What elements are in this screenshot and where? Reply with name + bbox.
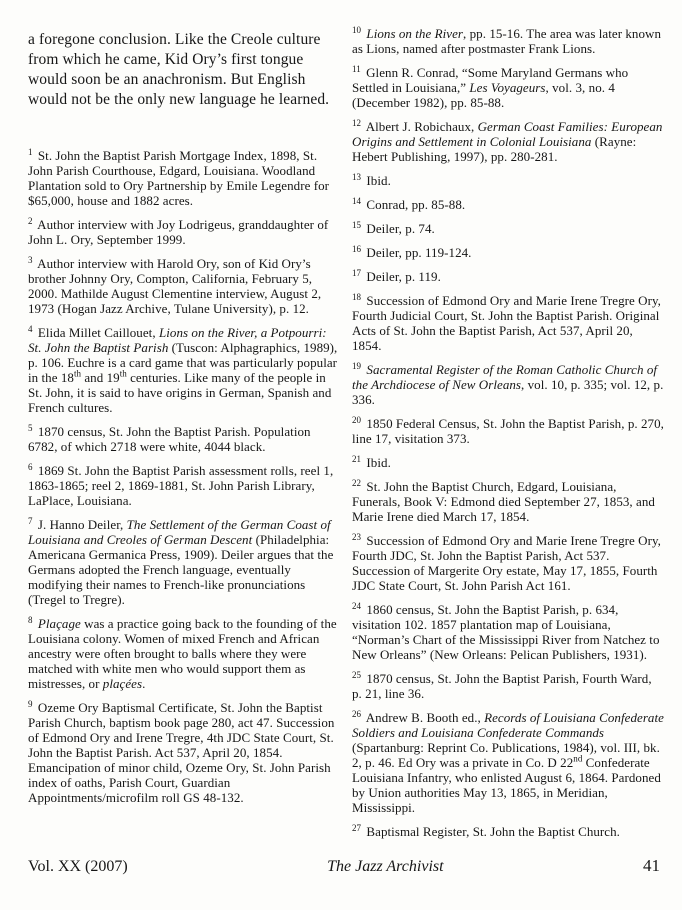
italic-text: Les Voyageurs — [469, 80, 546, 95]
footnote-text: St. John the Baptist Parish Mortgage Index, 1898, St. John Parish Courthouse, Edgard, Louisiana. Woodland Plantation sold to Ory Partnership by Emile Legendre for $65,000, house and 1882 acres. — [28, 148, 330, 208]
italic-text: German Coast Families: European Origins and Settlement in Colonial Louisiana — [352, 119, 663, 149]
footnote-number: 20 — [352, 414, 362, 425]
footnote-text: Andrew B. Booth ed., — [365, 710, 485, 725]
page-footer — [28, 856, 660, 876]
footnote-16 — [352, 245, 664, 260]
footnote-26 — [352, 710, 664, 815]
footnote-text: J. Hanno Deiler, — [37, 517, 127, 532]
footnote-number: 23 — [352, 531, 362, 542]
footer-journal-title: The Jazz Archivist — [327, 858, 444, 875]
footnote-3 — [28, 256, 342, 316]
footnote-text: , vol. 10, p. 335; vol. 12, p. 336. — [352, 377, 664, 407]
body-continuation-paragraph: a foregone conclusion. Like the Creole culture from which he came, Kid Ory’s first tongue would soon be an anachronism. But English would not be the only new language he learned. — [28, 31, 330, 108]
footnote-7 — [28, 517, 342, 607]
footnote-4 — [28, 325, 342, 415]
footnote-number: 14 — [352, 195, 362, 206]
footnote-number: 11 — [352, 63, 361, 74]
footnote-text: Ozeme Ory Baptismal Certificate, St. John the Baptist Parish Church, baptism book page 280, act 47. Succession of Edmond Ory and Irene Tregre, 4th JDC State Court, St. John the Baptist Parish. Act 537, April 20, 1854. Emancipation of minor child, Ozeme Ory, St. John Parish index of oaths, Parish Court, Guardian Appointments/microfilm roll GS 48-132. — [28, 700, 335, 805]
right-column — [352, 26, 664, 839]
footnote-13 — [352, 173, 664, 188]
footnote-number: 12 — [352, 117, 362, 128]
footnote-text: , pp. 15-16. The area was later known as Lions, named after postmaster Frank Lions. — [352, 26, 662, 56]
footnote-6 — [28, 463, 342, 508]
footnote-number: 2 — [28, 215, 33, 226]
footnotes-column-left — [28, 148, 342, 805]
footnote-text: (Rayne: Hebert Publishing, 1997), pp. 280-281. — [352, 134, 637, 164]
footnote-text: 1870 census, St. John the Baptist Parish. Population 6782, of which 2718 were white, 4044 black. — [28, 424, 311, 454]
footnote-text: 1860 census, St. John the Baptist Parish, p. 634, visitation 102. 1857 plantation map of Louisiana, “Norman’s Chart of the Mississippi River from Natchez to New Orleans” (New Orleans: Pelican Publishers, 1931). — [352, 602, 660, 662]
superscript-text: nd — [573, 753, 583, 764]
footer-volume: Vol. XX (2007) — [28, 858, 128, 875]
footnote-23 — [352, 533, 664, 593]
footnote-number: 27 — [352, 822, 362, 833]
footnote-18 — [352, 293, 664, 353]
italic-text: The Settlement of the German Coast of Louisiana and Creoles of German Descent — [28, 517, 331, 547]
footnote-text: St. John the Baptist Church, Edgard, Louisiana, Funerals, Book V: Edmond died September 27, 1853, and Marie Irene died March 17, 1854. — [352, 479, 655, 524]
footnote-text: Elida Millet Caillouet, — [37, 325, 159, 340]
footnote-text: Author interview with Harold Ory, son of Kid Ory’s brother Johnny Ory, Compton, California, February 5, 2000. Mathilde August Clementine interview, August 2, 1973 (Hogan Jazz Archive, Tulane University), p. 12. — [28, 256, 322, 316]
footnote-1 — [28, 148, 342, 208]
footnote-text: Ibid. — [366, 173, 391, 188]
footnote-text: Conrad, pp. 85-88. — [366, 197, 466, 212]
footnote-text: Glenn R. Conrad, “Some Maryland Germans who Settled in Louisiana,” — [352, 65, 629, 95]
italic-text: Lions on the River — [366, 26, 464, 41]
footnote-17 — [352, 269, 664, 284]
footnote-number: 24 — [352, 600, 362, 611]
footnote-number: 25 — [352, 669, 362, 680]
footnote-number: 8 — [28, 614, 33, 625]
footnote-text: Ibid. — [366, 455, 391, 470]
footnote-text: Deiler, p. 74. — [366, 221, 435, 236]
footnote-number: 10 — [352, 24, 362, 35]
footnote-text: 1850 Federal Census, St. John the Baptist Parish, p. 270, line 17, visitation 373. — [352, 416, 664, 446]
left-column — [28, 30, 342, 805]
footnote-5 — [28, 424, 342, 454]
footnote-24 — [352, 602, 664, 662]
footnote-number: 7 — [28, 515, 33, 526]
footnote-8 — [28, 616, 342, 691]
footnote-12 — [352, 119, 664, 164]
footnote-9 — [28, 700, 342, 805]
footnote-2 — [28, 217, 342, 247]
footnotes-column-right — [352, 26, 664, 839]
footnote-number: 13 — [352, 171, 362, 182]
footnote-27 — [352, 824, 664, 839]
footnote-text: Succession of Edmond Ory and Marie Irene Tregre Ory, Fourth JDC, St. John the Baptist Parish, Act 537. Succession of Margerite Ory estate, May 17, 1855, Fourth JDC State Court, St. John Parish Act 161. — [352, 533, 661, 593]
footnote-11 — [352, 65, 664, 110]
footnote-text: and 19 — [81, 370, 120, 385]
footnote-text: (Spartanburg: Reprint Co. Publications, 1984), vol. III, bk. 2, p. 46. Ed Ory was a private in Co. D 22 — [352, 740, 660, 770]
footnote-21 — [352, 455, 664, 470]
footnote-text: Confederate Louisiana Infantry, who enlisted August 6, 1864. Pardoned by Union authorities May 13, 1865, in Meridian, Mississippi. — [352, 755, 661, 815]
footnote-10 — [352, 26, 664, 56]
footnote-text: . — [142, 676, 146, 691]
footnote-text: (Philadelphia: Americana Germanica Press, 1909). Deiler argues that the Germans adopted the French language, eventually modifying their names to French-like pronunciations (Tregel to Tregre). — [28, 532, 334, 607]
footnote-25 — [352, 671, 664, 701]
italic-text: plaçées — [102, 676, 143, 691]
footnote-number: 15 — [352, 219, 362, 230]
footnote-22 — [352, 479, 664, 524]
footnote-text: Succession of Edmond Ory and Marie Irene Tregre Ory, Fourth Judicial Court, St. John the Baptist Parish. Original Acts of St. John the Baptist Parish, Act 537, April 20, 1854. — [352, 293, 661, 353]
footnote-text: 1870 census, St. John the Baptist Parish, Fourth Ward, p. 21, line 36. — [352, 671, 652, 701]
footnote-number: 17 — [352, 267, 362, 278]
footnote-number: 6 — [28, 461, 33, 472]
footnote-text: Author interview with Joy Lodrigeus, granddaughter of John L. Ory, September 1999. — [28, 217, 329, 247]
footer-page-number: 41 — [642, 856, 660, 875]
footnote-text: 1869 St. John the Baptist Parish assessment rolls, reel 1, 1863-1865; reel 2, 1869-1881, St. John Parish Library, LaPlace, Louisiana. — [28, 463, 334, 508]
footnote-text: , vol. 3, no. 4 (December 1982), pp. 85-88. — [352, 80, 615, 110]
footnote-number: 18 — [352, 291, 362, 302]
superscript-text: th — [119, 368, 127, 379]
footnote-number: 4 — [28, 323, 33, 334]
footnote-20 — [352, 416, 664, 446]
footnote-number: 1 — [28, 146, 33, 157]
footnote-number: 21 — [352, 453, 362, 464]
footnote-number: 5 — [28, 422, 33, 433]
footnote-text: Deiler, p. 119. — [366, 269, 441, 284]
footnote-text: was a practice going back to the founding of the Louisiana colony. Women of mixed French and African ancestry were often brought to balls where they were matched with white men who would support them as mistresses, or — [28, 616, 337, 691]
footnote-number: 26 — [352, 708, 362, 719]
superscript-text: th — [73, 368, 82, 379]
italic-text: Plaçage — [37, 616, 81, 631]
footnote-text: (Tuscon: Alphagraphics, 1989), p. 106. Euchre is a card game that was particularly popular in the 18 — [28, 340, 338, 385]
footnote-number: 16 — [352, 243, 362, 254]
footnote-text: centuries. Like many of the people in St. John, it is said to have origins in German, Spanish and French cultures. — [28, 370, 332, 415]
footnote-number: 22 — [352, 477, 362, 488]
footnote-text: Albert J. Robichaux, — [365, 119, 478, 134]
italic-text: Lions on the River, a Potpourri: St. John the Baptist Parish — [28, 325, 327, 355]
italic-text: Sacramental Register of the Roman Catholic Church of the Archdiocese of New Orleans — [352, 362, 658, 392]
footnote-number: 9 — [28, 698, 33, 709]
footnote-text: Baptismal Register, St. John the Baptist Church. — [366, 824, 620, 839]
footnote-19 — [352, 362, 664, 407]
italic-text: Records of Louisiana Confederate Soldiers and Louisiana Confederate Commands — [352, 710, 664, 740]
footnote-number: 3 — [28, 254, 33, 265]
footnote-number: 19 — [352, 360, 362, 371]
footnote-14 — [352, 197, 664, 212]
footnote-text: Deiler, pp. 119-124. — [366, 245, 472, 260]
footnote-15 — [352, 221, 664, 236]
